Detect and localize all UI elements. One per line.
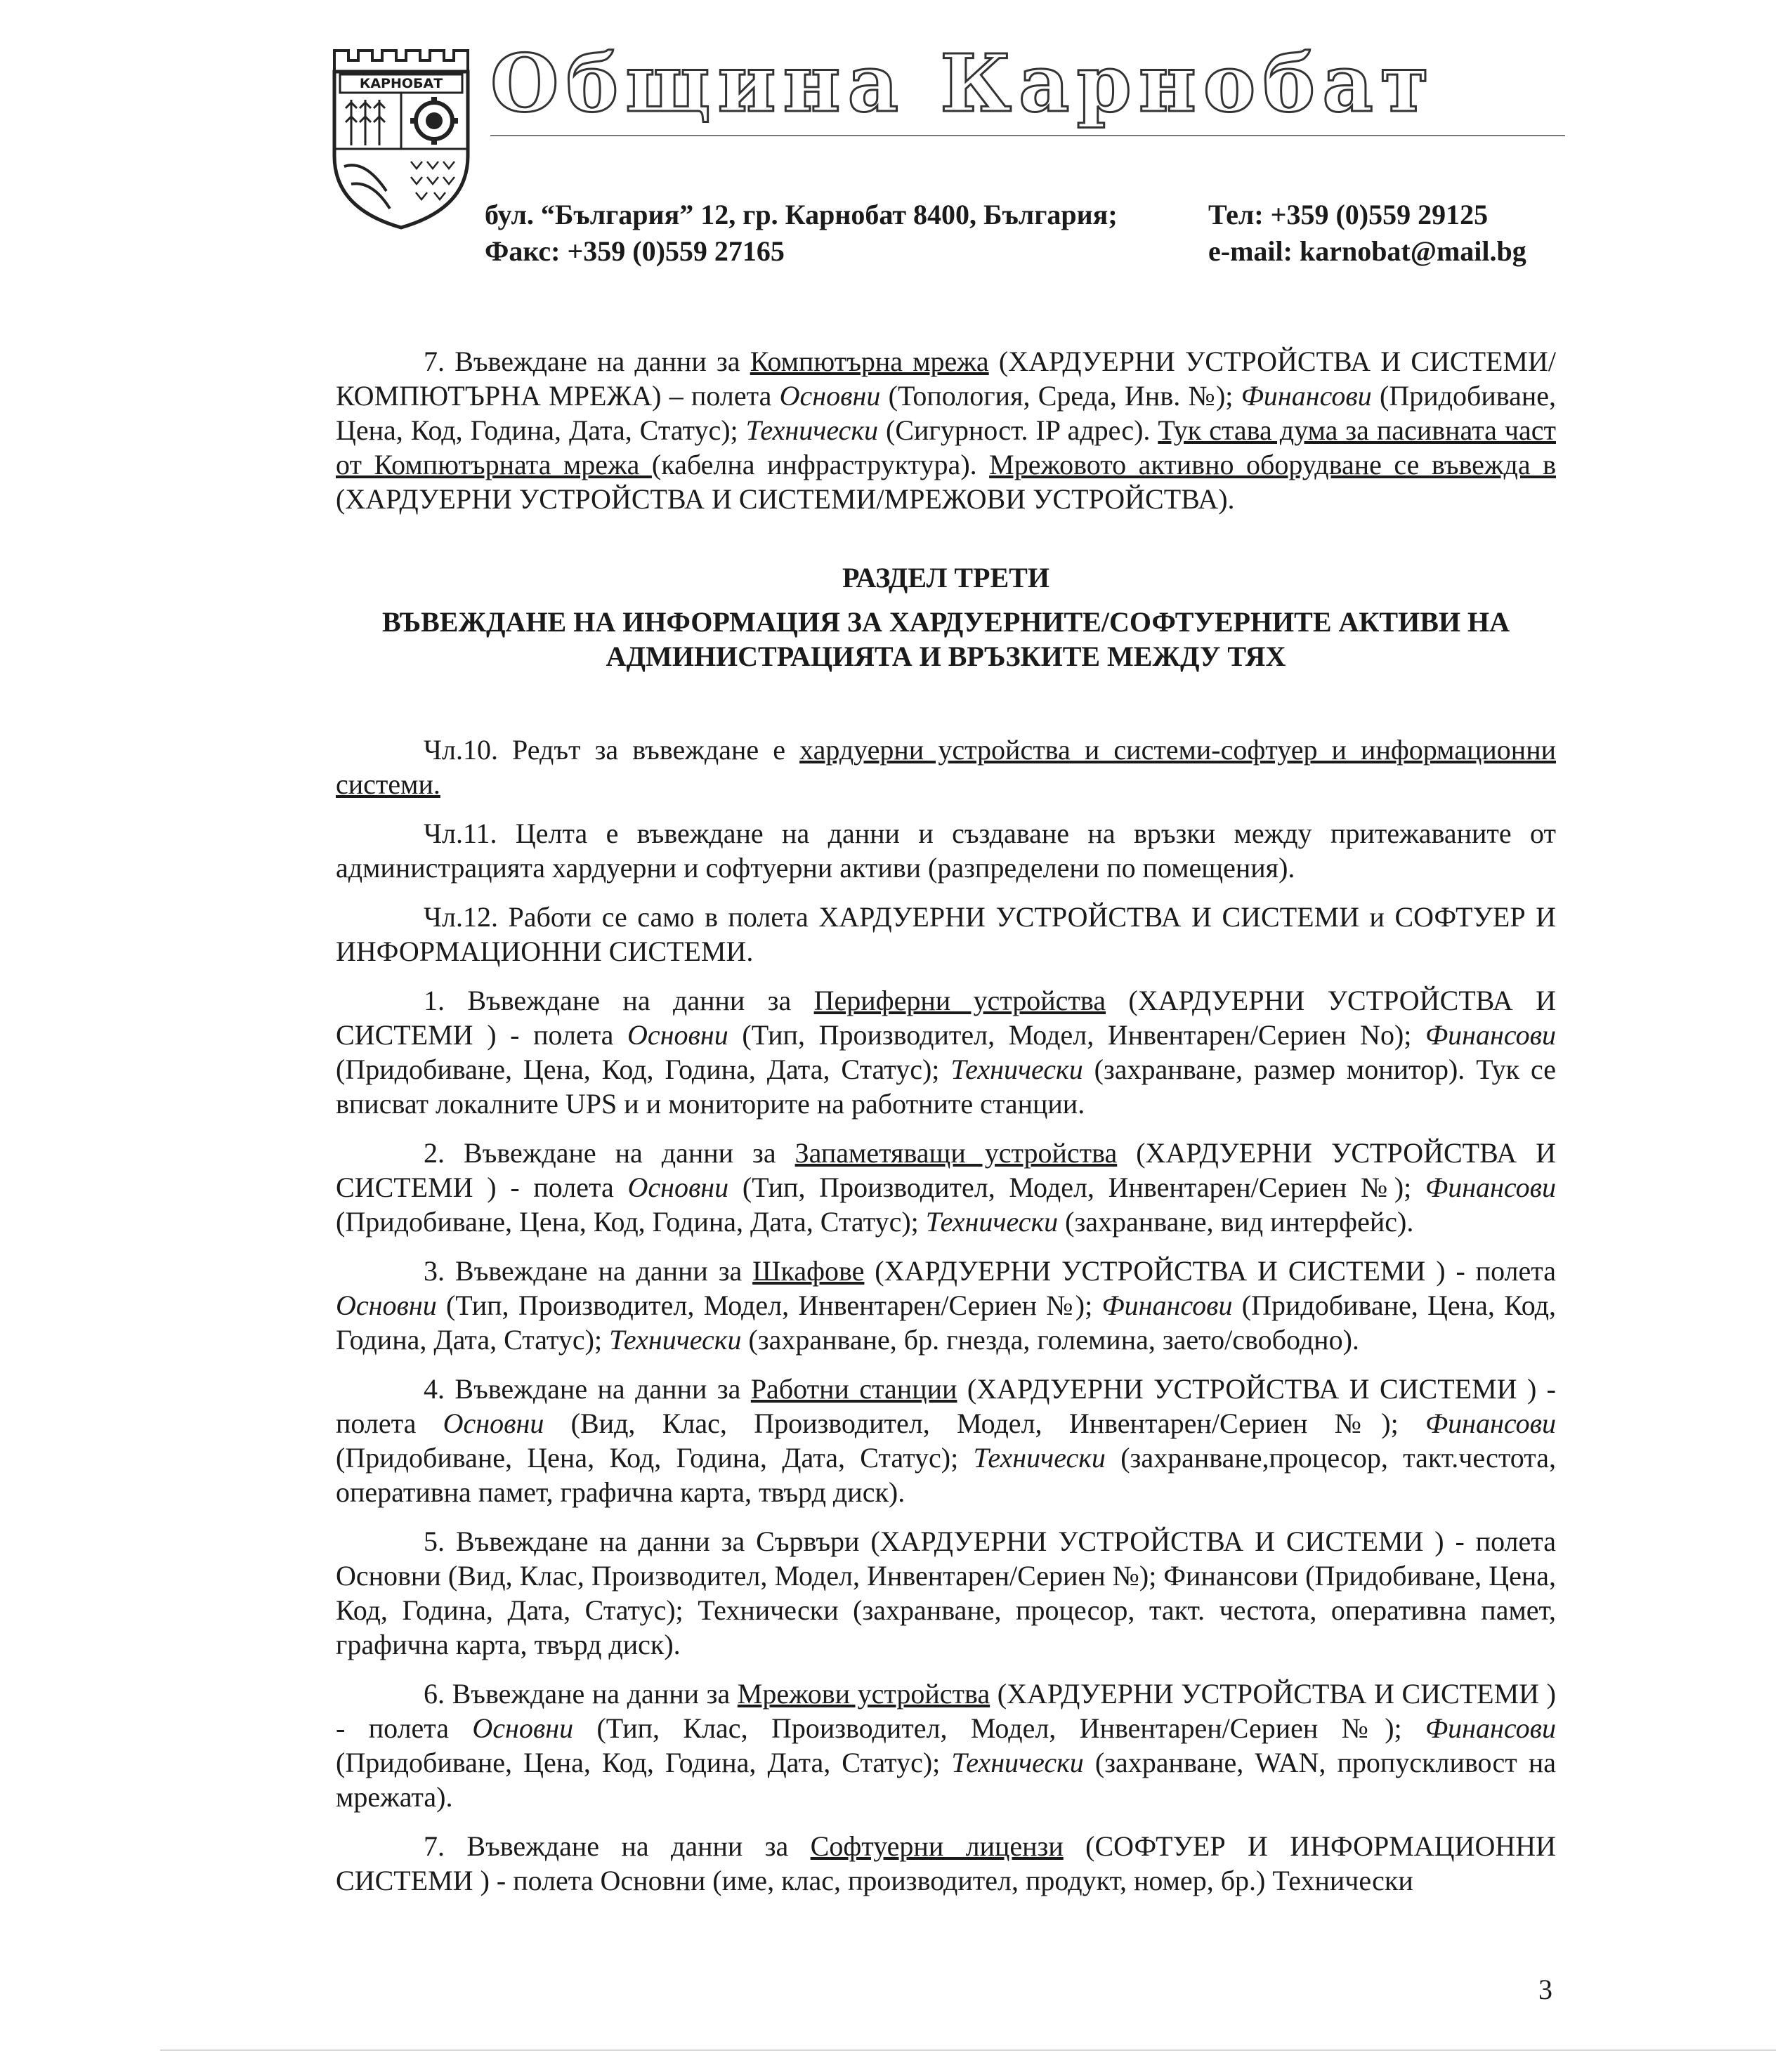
header-divider <box>490 135 1565 136</box>
item-3-cabinets: 3. Въвеждане на данни за Шкафове (ХАРДУЕРНИ УСТРОЙСТВА И СИСТЕМИ ) - полета Основни (Тип, Производител, Модел, Инвентарен/Сериен №); Финансови (Придобиване, Цена, Код, Година, Дата, Статус); Технически (захранване, бр. гнезда, големина, заето/свободно). <box>336 1255 1556 1356</box>
item-4-workstations: 4. Въвеждане на данни за Работни станции (ХАРДУЕРНИ УСТРОЙСТВА И СИСТЕМИ ) - полета Основни (Вид, Клас, Производител, Модел, Инвентарен/Сериен №); Финансови (Придобиване, Цена, Код, Година, Дата, Статус); Технически (захранване,процесор, такт.честота, оперативна памет, графична карта, твърд диск). <box>336 1373 1557 1508</box>
paragraph-7-computer-network: 7. Въвеждане на данни за Компютърна мрежа (ХАРДУЕРНИ УСТРОЙСТВА И СИСТЕМИ/КОМПЮТЪРНА МРЕЖА) – полета Основни (Топология, Среда, Инв. №); Финансови (Придобиване, Цена, Код, Година, Дата, Статус); Технически (Сигурност. IP адрес). Тук става дума за пасивната част от Компютърната мрежа (кабелна инфраструктура). Мрежовото активно оборудване се въвежда в (ХАРДУЕРНИ УСТРОЙСТВА И СИСТЕМИ/МРЕЖОВИ УСТРОЙСТВА). <box>336 346 1557 515</box>
document-body <box>336 344 1556 1898</box>
article-10: Чл.10. Редът за въвеждане е хардуерни устройства и системи-софтуер и информационни системи. <box>336 734 1556 800</box>
page-number: 3 <box>1538 1974 1552 2005</box>
municipality-title: Община Карнобат <box>490 38 1437 130</box>
article-11: Чл.11. Целта е въвеждане на данни и създаване на връзки между притежаваните от администрацията хардуерни и софтуерни активи (разпределени по помещения). <box>336 818 1556 884</box>
phone: Тел: +359 (0)559 29125 <box>1208 199 1489 230</box>
item-2-storage-devices: 2. Въвеждане на данни за Запаметяващи устройства (ХАРДУЕРНИ УСТРОЙСТВА И СИСТЕМИ ) - полета Основни (Тип, Производител, Модел, Инвентарен/Сериен №); Финансови (Придобиване, Цена, Код, Година, Дата, Статус); Технически (захранване, вид интерфейс). <box>336 1137 1557 1238</box>
item-7-software-licenses: 7. Въвеждане на данни за Софтуерни лицензи (СОФТУЕР И ИНФОРМАЦИОННИ СИСТЕМИ ) - полета Основни (име, клас, производител, продукт, номер, бр.) Технически <box>336 1830 1556 1896</box>
item-1-peripheral-devices: 1. Въвеждане на данни за Периферни устройства (ХАРДУЕРНИ УСТРОЙСТВА И СИСТЕМИ ) - полета Основни (Тип, Производител, Модел, Инвентарен/Сериен No); Финансови (Придобиване, Цена, Код, Година, Дата, Статус); Технически (захранване, размер монитор). Тук се вписват локалните UPS и и мониторите на работните станции. <box>336 985 1556 1120</box>
crest-label: КАРНОБАТ <box>359 76 443 91</box>
letterhead <box>330 38 1581 275</box>
coat-of-arms-icon <box>330 44 471 230</box>
address: бул. “България” 12, гр. Карнобат 8400, България; <box>485 199 1118 230</box>
section-title: ВЪВЕЖДАНЕ НА ИНФОРМАЦИЯ ЗА ХАРДУЕРНИТЕ/СОФТУЕРНИТЕ АКТИВИ НА АДМИНИСТРАЦИЯТА И ВРЪЗКИТЕ МЕЖДУ ТЯХ <box>381 606 1510 672</box>
page-edge-line <box>160 2049 1776 2051</box>
item-5-servers: 5. Въвеждане на данни за Сървъри (ХАРДУЕРНИ УСТРОЙСТВА И СИСТЕМИ ) - полета Основни (Вид, Клас, Производител, Модел, Инвентарен/Сериен №); Финансови (Придобиване, Цена, Код, Година, Дата, Статус); Технически (захранване, процесор, такт. честота, оперативна памет, графична карта, твърд диск). <box>336 1526 1556 1660</box>
contact-left <box>485 197 1118 270</box>
item-6-network-devices: 6. Въвеждане на данни за Мрежови устройства (ХАРДУЕРНИ УСТРОЙСТВА И СИСТЕМИ ) - полета Основни (Тип, Клас, Производител, Модел, Инвентарен/Сериен №); Финансови (Придобиване, Цена, Код, Година, Дата, Статус); Технически (захранване, WAN, пропускливост на мрежата). <box>336 1678 1557 1813</box>
contact-right <box>1208 197 1526 270</box>
article-12: Чл.12. Работи се само в полета ХАРДУЕРНИ УСТРОЙСТВА И СИСТЕМИ и СОФТУЕР И ИНФОРМАЦИОННИ СИСТЕМИ. <box>336 901 1556 967</box>
section-heading: РАЗДЕЛ ТРЕТИ <box>842 562 1049 593</box>
email: e-mail: karnobat@mail.bg <box>1208 235 1526 267</box>
fax: Факс: +359 (0)559 27165 <box>485 235 785 267</box>
